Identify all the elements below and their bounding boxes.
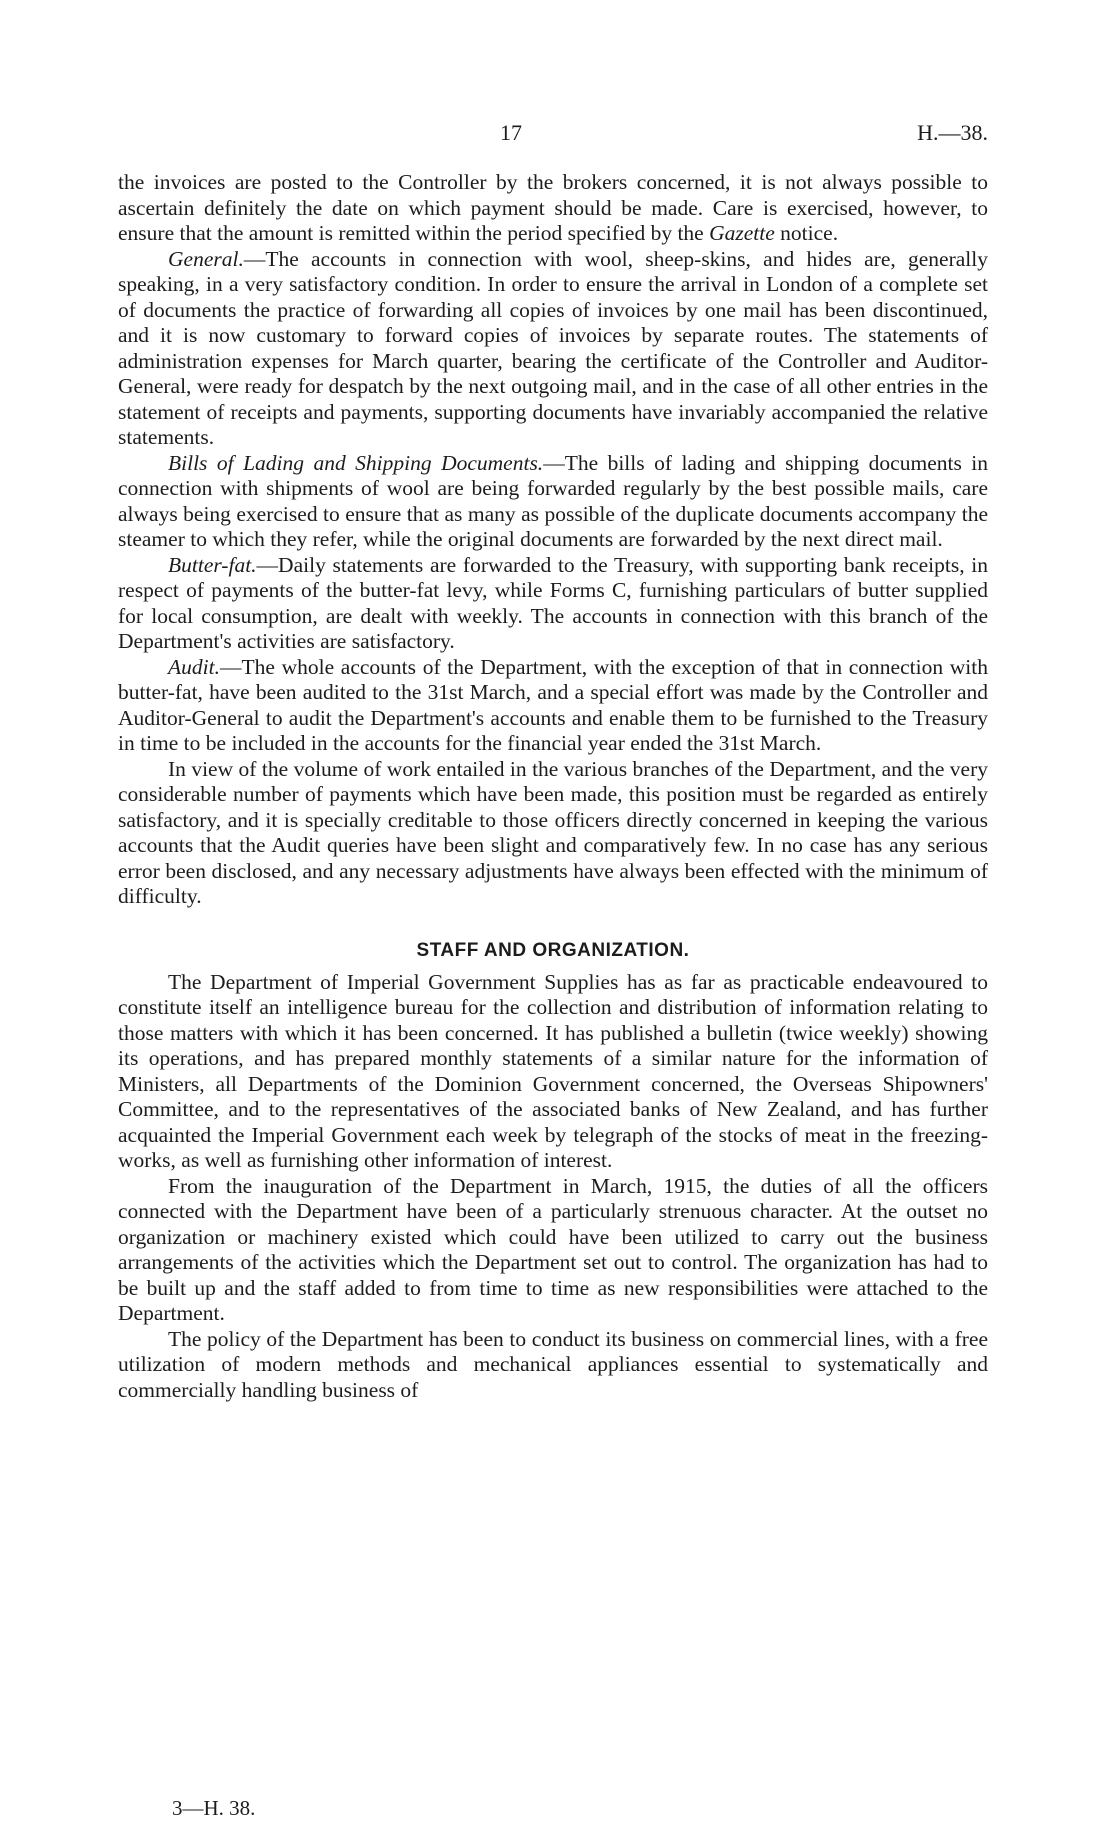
audit-heading: Audit.	[168, 654, 220, 679]
bills-paragraph	[118, 451, 988, 553]
document-reference: H.—38.	[917, 120, 988, 145]
bills-text: —The bills of lading and shipping documents in connection with shipments of wool are being forwarded regularly by the best possible mails, care always being exercised to ensure that as many as possible of the duplicate documents accompany the steamer to which they refer, while the original documents are forwarded by the next direct mail.	[118, 450, 989, 551]
butter-fat-text: —Daily statements are forwarded to the Treasury, with supporting bank receipts, in respect of payments of the butter-fat levy, while Forms C, furnishing particulars of butter supplied for local consumption, are dealt with weekly. The accounts in connection with this branch of the Department's activities are satisfactory.	[118, 552, 988, 653]
staff-paragraph-1: The Department of Imperial Government Supplies has as far as practicable endeavoured to constitute itself an intelligence bureau for the collection and distribution of information relating to those matters with which it has been concerned. It has published a bulletin (twice weekly) showing its operations, and has prepared monthly statements of a similar nature for the information of Ministers, all Departments of the Dominion Government concerned, the Overseas Shipowners' Committee, and to the representatives of the associated banks of New Zealand, and has further acquainted the Imperial Government each week by telegraph of the stocks of meat in the freezing-works, as well as furnishing other information of interest.	[118, 969, 988, 1172]
page-number: 17	[500, 120, 522, 145]
paragraph-text-end: notice.	[774, 221, 839, 245]
general-text: —The accounts in connection with wool, sheep-skins, and hides are, generally speaking, in a very satisfactory condition. In order to ensure the arrival in London of a complete set of documents the practice of forwarding all copies of invoices by one mail has been discontinued, and it is now customary to forward copies of invoices by separate routes. The statements of administration expenses for March quarter, bearing the certificate of the Controller and Auditor-General, were ready for despatch by the next outgoing mail, and in the case of all other entries in the statement of receipts and payments, supporting documents have invariably accompanied the relative statements.	[118, 246, 988, 449]
continuation-paragraph	[118, 170, 988, 247]
view-paragraph: In view of the volume of work entailed in the various branches of the Department, and the very considerable number of payments which have been made, this position must be regarded as entirely satisfactory, and it is specially creditable to those officers directly concerned in keeping the various accounts that the Audit queries have been slight and comparatively few. In no case has any serious error been disclosed, and any necessary adjustments have always been effected with the minimum of difficulty.	[118, 756, 988, 908]
page-header	[118, 120, 988, 150]
staff-paragraph-2: From the inauguration of the Department in March, 1915, the duties of all the officers connected with the Department have been of a particularly strenuous character. At the outset no organization or machinery existed which could have been utilized to carry out the business arrangements of the activities which the Department set out to control. The organization has had to be built up and the staff added to from time to time as new responsibilities were attached to the Department.	[118, 1173, 988, 1325]
bills-heading: Bills of Lading and Shipping Documents.	[168, 450, 544, 475]
audit-paragraph	[118, 655, 988, 757]
paragraph-text: the invoices are posted to the Controller by the brokers concerned, it is not always possible to ascertain definitely the date on which payment should be made. Care is exercised, however, to ensure that the amount is remitted within the period specified by the	[118, 170, 988, 245]
general-paragraph	[118, 247, 988, 451]
section-heading: STAFF AND ORGANIZATION.	[416, 939, 690, 961]
butter-fat-heading: Butter-fat.	[168, 552, 257, 577]
staff-paragraph-3: The policy of the Department has been to conduct its business on commercial lines, with a free utilization of modern methods and mechanical appliances essential to systematically and commercially handling business of	[118, 1326, 988, 1402]
page-body	[118, 170, 988, 1403]
general-heading: General.	[168, 246, 244, 271]
audit-text: —The whole accounts of the Department, with the exception of that in connection with butter-fat, have been audited to the 31st March, and a special effort was made by the Controller and Auditor-General to audit the Department's accounts and enable them to be furnished to the Treasury in time to be included in the accounts for the financial year ended the 31st March.	[118, 654, 988, 755]
butter-fat-paragraph	[118, 553, 988, 655]
page-signature: 3—H. 38.	[172, 1796, 256, 1820]
gazette-italic: Gazette	[709, 221, 775, 245]
